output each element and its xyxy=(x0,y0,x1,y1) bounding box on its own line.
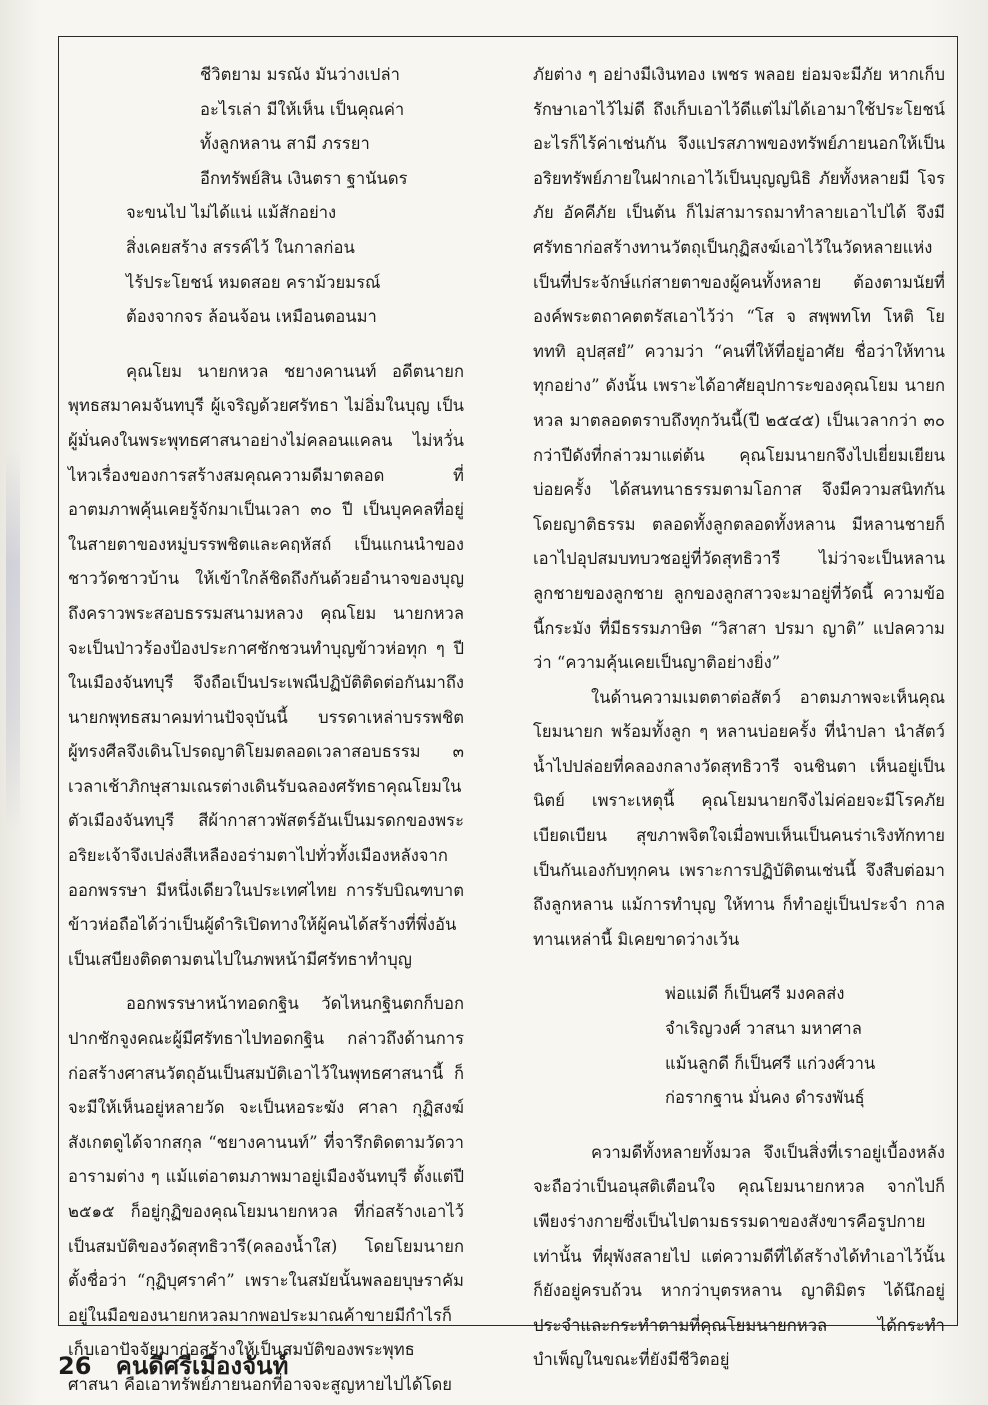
verse-line: จำเริญวงศ์ วาสนา มหาศาล xyxy=(665,1019,862,1039)
body-paragraph: ออกพรรษาหน้าทอดกฐิน วัดไหนกฐินตกก็บอกปากชักจูงคณะผู้มีศรัทธาไปทอดกฐิน กล่าวถึงด้านการก่อสร้างศาสนวัตถุอันเป็นสมบัติเอาไว้ในพุทธศาสนานี้ ก็จะมีให้เห็นอยู่หลายวัด จะเป็นหอระฆัง ศาลา กุฏิสงฆ์ สังเกตดูได้จากสกุล “ชยางคานนท์” ที่จารึกติดตามวัดวาอารามต่าง ๆ แม้แต่อาตมภาพมาอยู่เมืองจันทบุรี ตั้งแต่ปี ๒๕๑๕ ก็อยู่กุฏิของคุณโยมนายกหวล ที่ก่อสร้างเอาไว้ เป็นสมบัติของวัดสุทธิวารี(คลองน้ำใส) โดยโยมนายก ตั้งชื่อว่า “กุฏิบุศราคำ” เพราะในสมัยนั้นพลอยบุษราคัมอยู่ในมือของนายกหวลมากพอประมาณค้าขายมีกำไรก็เก็บเอาปัจจัยมาก่อสร้างให้เป็นสมบัติของพระพุทธศาสนา คือเอาทรัพย์ภายนอกที่อาจจะสูญหายไปได้โดย xyxy=(68,994,464,1394)
verse-line: ต้องจากจร ล้อนจ้อน เหมือนตอนมา xyxy=(126,307,377,327)
verse-line: อีกทรัพย์สิน เงินตรา ฐานันดร xyxy=(200,168,408,188)
body-paragraph: ความดีทั้งหลายทั้งมวล จึงเป็นสิ่งที่เราอยู่เบื้องหลังจะถือว่าเป็นอนุสติเตือนใจ คุณโยมนายกหวล จากไปก็เพียงร่างกายซึ่งเป็นไปตามธรรมดาของสังขารคือรูปกายเท่านั้น ที่ผุพังสลายไป แต่ความดีที่ได้สร้างได้ทำเอาไว้นั้น ก็ยังอยู่ครบถ้วน หากว่าบุตรหลาน ญาติมิตร ได้นึกอยู่ประจำและกระทำตามที่คุณโยมนายกหวล ได้กระทำบำเพ็ญในขณะที่ยังมีชีวิตอยู่ xyxy=(533,1142,945,1370)
verse-line: แม้นลูกดี ก็เป็นศรี แก่วงศ์วาน xyxy=(665,1053,876,1073)
page-footer xyxy=(58,1346,288,1385)
page-number: 26 xyxy=(58,1352,92,1380)
left-column xyxy=(68,58,464,1403)
body-paragraph: ภัยต่าง ๆ อย่างมีเงินทอง เพชร พลอย ย่อมจะมีภัย หากเก็บรักษาเอาไว้ไม่ดี ถึงเก็บเอาไว้ดีแต่ไม่ได้เอามาใช้ประโยชน์อะไรก็ไร้ค่าเช่นกัน จึงแปรสภาพของทรัพย์ภายนอกให้เป็นอริยทรัพย์ภายในฝากเอาไว้เป็นบุญญนิธิ ภัยทั้งหลายมี โจรภัย อัคคีภัย เป็นต้น ก็ไม่สามารถมาทำลายเอาไปได้ จึงมีศรัทธาก่อสร้างทานวัตถุเป็นกุฏิสงฆ์เอาไว้ในวัดหลายแห่ง เป็นที่ประจักษ์แก่สายตาของผู้คนทั้งหลาย ต้องตามนัยที่องค์พระตถาคตตรัสเอาไว้ว่า “โส จ สพฺพทโท โหติ โย ทททิ อุปสฺสยํ” ความว่า “คนที่ให้ที่อยู่อาศัย ชื่อว่าให้ทานทุกอย่าง” ดังนั้น เพราะได้อาศัยอุปการะของคุณโยม นายกหวล มาตลอดตราบถึงทุกวันนี้(ปี ๒๕๔๕) เป็นเวลากว่า ๓๐ กว่าปีดังที่กล่าวมาแต่ต้น คุณโยมนายกจึงไปเยี่ยมเยียนบ่อยครั้ง ได้สนทนาธรรมตามโอกาส จึงมีความสนิทกันโดยญาติธรรม ตลอดทั้งลูกตลอดทั้งหลาน มีหลานชายก็เอาไปอุปสมบทบวชอยู่ที่วัดสุทธิวารี ไม่ว่าจะเป็นหลานลูกชายของลูกชาย ลูกของลูกสาวจะมาอยู่ที่วัดนี้ ความข้อนี้กระมัง ที่มีธรรมภาษิต “วิสาสา ปรมา ญาติ” แปลความว่า “ความคุ้นเคยเป็นญาติอย่างยิ่ง” xyxy=(533,65,945,673)
verse-line: พ่อแม่ดี ก็เป็นศรี มงคลส่ง xyxy=(665,984,845,1004)
verse-line: ก่อรากฐาน มั่นคง ดำรงพันธุ์ xyxy=(665,1088,865,1108)
spacer xyxy=(533,957,945,977)
verse-line: อะไรเล่า มีให้เห็น เป็นคุณค่า xyxy=(200,99,405,119)
verse-line: จะขนไป ไม่ได้แน่ แม้สักอย่าง xyxy=(126,203,337,223)
verse-block-1 xyxy=(68,58,464,196)
verse-block-3 xyxy=(533,977,945,1115)
verse-line: ไร้ประโยชน์ หมดสอย คราม้วยมรณ์ xyxy=(126,272,381,292)
right-column xyxy=(533,58,945,1378)
spacer xyxy=(68,335,464,355)
spine-shadow xyxy=(6,450,20,830)
spacer xyxy=(68,977,464,987)
spacer xyxy=(533,1116,945,1136)
body-paragraph: คุณโยม นายกหวล ชยางคานนท์ อดีตนายกพุทธสมาคมจันทบุรี ผู้เจริญด้วยศรัทธา ไม่อิ่มในบุญ เป็นผู้มั่นคงในพระพุทธศาสนาอย่างไม่คลอนแคลน ไม่หวั่นไหวเรื่องของการสร้างสมคุณความดีมาตลอด ที่อาตมภาพคุ้นเคยรู้จักมาเป็นเวลา ๓๐ ปี เป็นบุคคลที่อยู่ในสายตาของหมู่บรรพชิตและคฤหัสถ์ เป็นแกนนำของชาววัดชาวบ้าน ให้เข้าใกล้ชิดถึงกันด้วยอำนาจของบุญ ถึงคราวพระสอบธรรมสนามหลวง คุณโยม นายกหวล จะเป็นป่าวร้องป้องประกาศชักชวนทำบุญข้าวห่อทุก ๆ ปี ในเมืองจันทบุรี จึงถือเป็นประเพณีปฏิบัติติดต่อกันมาถึงนายกพุทธสมาคมท่านปัจจุบันนี้ บรรดาเหล่าบรรพชิตผู้ทรงศีลจึงเดินโปรดญาติโยมตลอดเวลาสอบธรรม ๓ เวลาเช้าภิกษุสามเณรต่างเดินรับฉลองศรัทธาคุณโยมในตัวเมืองจันทบุรี สีผ้ากาสาวพัสตร์อันเป็นมรดกของพระอริยะเจ้าจึงเปล่งสีเหลืองอร่ามตาไปทั่วทั้งเมืองหลังจากออกพรรษา มีหนึ่งเดียวในประเทศไทย การรับบิณฑบาตข้าวห่อถือได้ว่าเป็นผู้ดำริเปิดทางให้ผู้คนได้สร้างที่พึ่งอันเป็นเสบียงติดตามตนไปในภพหน้ามีศรัทธาทำบุญ xyxy=(68,361,464,969)
verse-block-2 xyxy=(68,196,464,334)
verse-line: ทั้งลูกหลาน สามี ภรรยา xyxy=(200,134,370,154)
body-paragraph: ในด้านความเมตตาต่อสัตว์ อาตมภาพจะเห็นคุณโยมนายก พร้อมทั้งลูก ๆ หลานบ่อยครั้ง ที่นำปลา นำสัตว์น้ำไปปล่อยที่คลองกลางวัดสุทธิวารี จนชินตา เห็นอยู่เป็นนิตย์ เพราะเหตุนี้ คุณโยมนายกจึงไม่ค่อยจะมีโรคภัยเบียดเบียน สุขภาพจิตใจเมื่อพบเห็นเป็นคนร่าเริงทักทายเป็นกันเองกับทุกคน เพราะการปฏิบัติตนเช่นนี้ จึงสืบต่อมาถึงลูกหลาน แม้การทำบุญ ให้ทาน ก็ทำอยู่เป็นประจำ กาลทานเหล่านี้ มิเคยขาดว่างเว้น xyxy=(533,687,945,949)
publication-title: คนดีศรีเมืองจันท์ xyxy=(115,1352,289,1380)
verse-line: ชีวิตยาม มรณัง มันว่างเปล่า xyxy=(200,65,400,84)
verse-line: สิ่งเคยสร้าง สรรค์ไว้ ในกาลก่อน xyxy=(126,237,355,257)
